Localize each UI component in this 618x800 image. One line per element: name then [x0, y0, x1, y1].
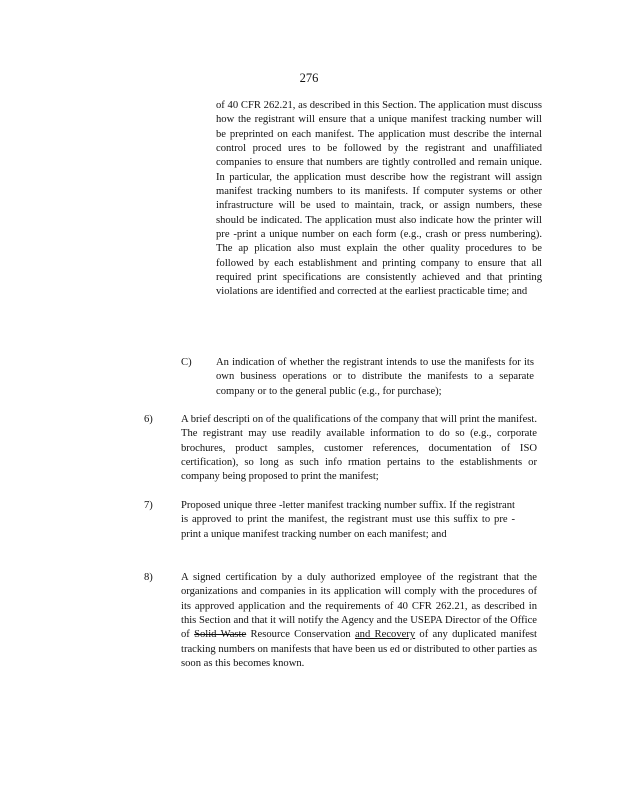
paragraph-continuation: of 40 CFR 262.21, as described in this Section. The application must discuss how the registrant will ensure that a unique manifest tracking number will be preprinted on each manifest. The application must describe the internal control proced ures to be followed by the registrant and unaffiliated companies to ensure that numbers are tightly controlled and remain unique. In particular, the application must describe how the registrant will assign manifest tracking numbers to its manifests. If computer systems or other infrastructure will be used to maintain, track, or assign numbers, these should be indicated. The application must also indicate how the printer will pre -print a unique number on each form (e.g., crash or press numbering). The ap plication also must explain the other quality procedures to be followed by each establishment and printing company to ensure that all required print specifications are consistently achieved and that printing violations are identified and corrected at the earliest practicable time; and	[216, 100, 542, 298]
item-marker-8: 8)	[144, 572, 153, 583]
item-marker-6: 6)	[144, 414, 153, 425]
item-7-text: Proposed unique three -letter manifest tracking number suffix. If the registrant is approved to print the manifest, the registrant must use this suffix to pre -print a unique manifest tracking number on each manifest; and	[181, 500, 515, 540]
underlined-text: and Recovery	[354, 629, 416, 641]
struck-text: Solid Waste	[194, 629, 247, 641]
item-8-text-before: A signed certification by a duly authorized employee of the registrant that the organizations and companies in its application will comply with the procedures of its approved application and the requirements of 40 CFR 262.21, as described in this Section and that it will notify the Agency and the USEPA Director of the Office of	[181, 572, 537, 641]
subitem-marker-c: C)	[181, 357, 192, 368]
item-8-text	[181, 571, 537, 671]
item-8-text-mid: Resource Conservation	[246, 629, 355, 641]
subitem-c-text: An indication of whether the registrant intends to use the manifests for its own business operations or to distribute the manifests to a separate company or to the general public (e.g., for purchase);	[216, 357, 534, 397]
item-marker-7: 7)	[144, 500, 153, 511]
item-8-text-after: of any duplicated manifest tracking numbers on manifests that have been us ed or distributed to other parties as soon as this becomes known.	[181, 629, 537, 670]
item-6-text: A brief descripti on of the qualifications of the company that will print the manifest. The registrant may use readily available information to do so (e.g., corporate brochures, product samples, customer references, documentation of ISO certification), so long as such info rmation pertains to the establishments or company being proposed to print the manifest;	[181, 414, 537, 483]
page-number: 276	[299, 71, 319, 85]
